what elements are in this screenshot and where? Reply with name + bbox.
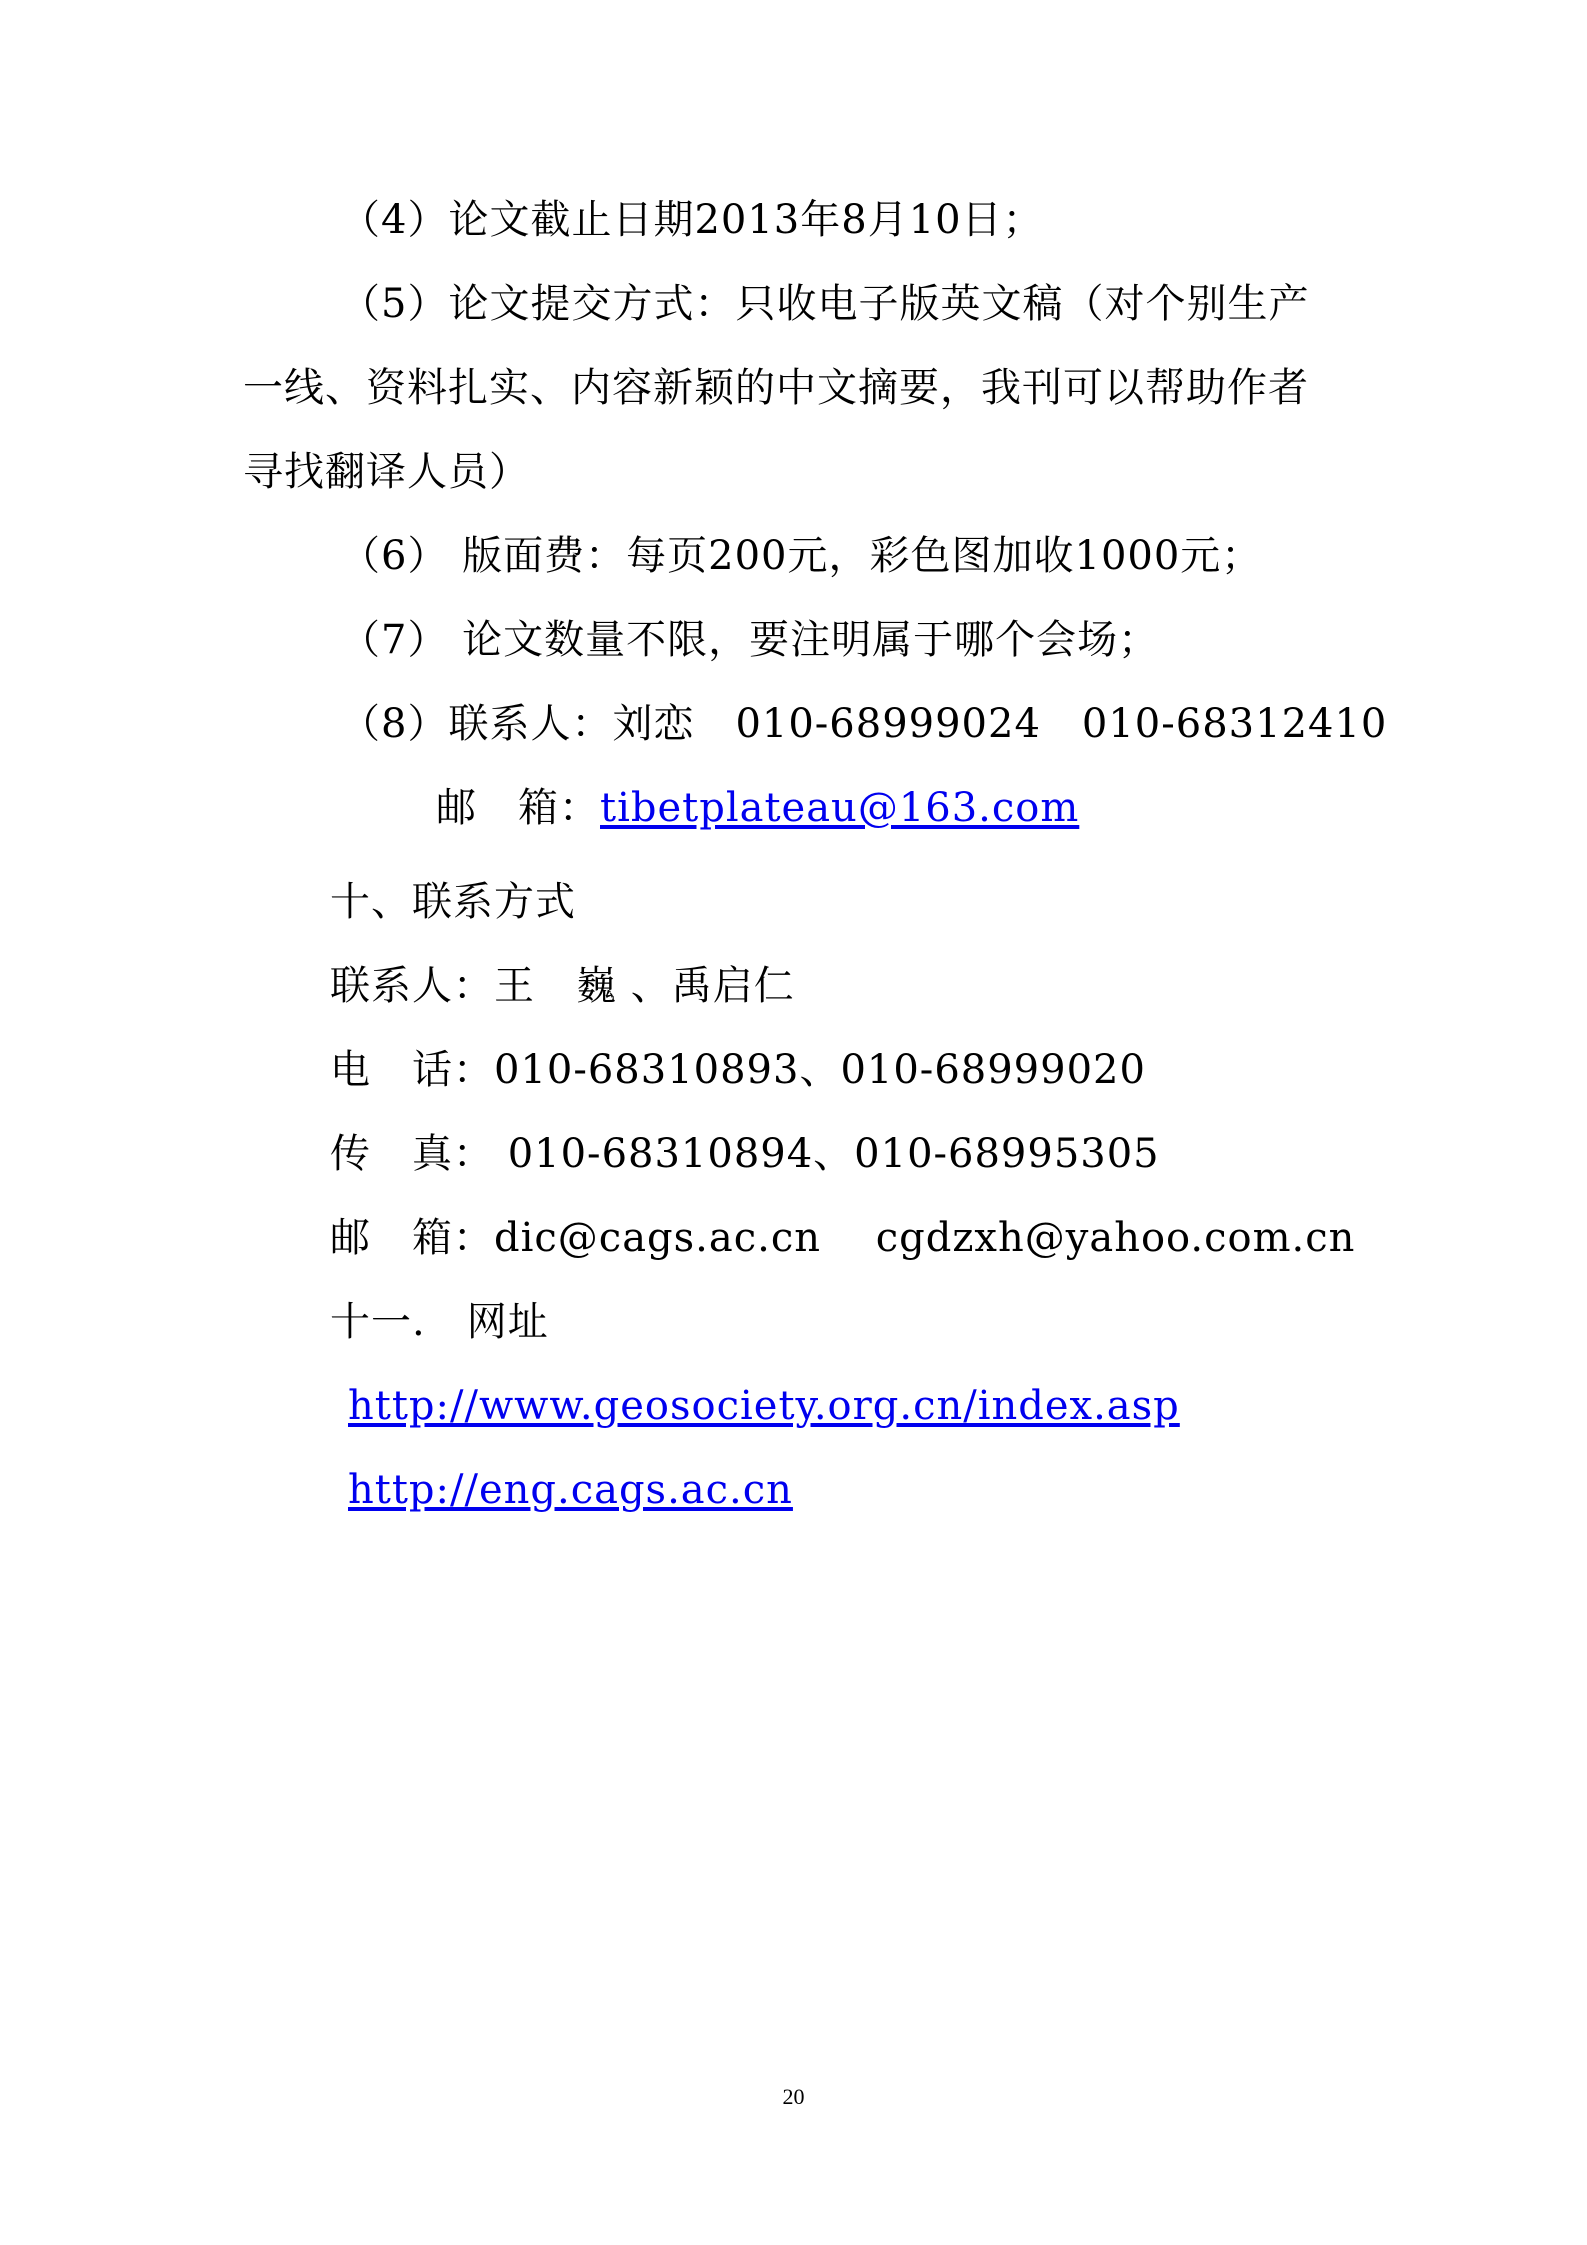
website-link-cags[interactable]: http://eng.cags.ac.cn xyxy=(348,1467,793,1513)
item-8-email-row xyxy=(436,784,1079,832)
item-6-fee: （6） 版面费：每页200元，彩色图加收1000元； xyxy=(340,533,1263,579)
item-4-deadline: （4）论文截止日期2013年8月10日； xyxy=(340,197,1044,243)
section-10-fax: 传 真： 010-68310894、010-68995305 xyxy=(330,1131,1160,1177)
item-5-line-1: （5）论文提交方式：只收电子版英文稿（对个别生产 xyxy=(340,281,1310,327)
section-10-email: 邮 箱：dic@cags.ac.cn cgdzxh@yahoo.com.cn xyxy=(330,1215,1356,1261)
item-5-line-2: 一线、资料扎实、内容新颖的中文摘要，我刊可以帮助作者 xyxy=(243,365,1309,411)
page-number: 20 xyxy=(782,2084,805,2109)
section-10-heading: 十、联系方式 xyxy=(330,879,576,925)
website-link-geosociety[interactable]: http://www.geosociety.org.cn/index.asp xyxy=(348,1383,1180,1429)
section-10-phone: 电 话：010-68310893、010-68999020 xyxy=(330,1047,1146,1093)
item-5-line-3: 寻找翻译人员） xyxy=(243,449,530,495)
item-7-quantity: （7） 论文数量不限，要注明属于哪个会场； xyxy=(340,617,1160,663)
item-8-contact: （8）联系人：刘恋 010-68999024 010-68312410 xyxy=(340,701,1388,747)
section-10-contact: 联系人：王 巍 、禹启仁 xyxy=(330,963,795,1009)
section-11-url-1 xyxy=(348,1382,1180,1430)
item-8-email-link[interactable]: tibetplateau@163.com xyxy=(600,785,1080,831)
section-11-heading: 十一. 网址 xyxy=(330,1299,549,1345)
section-11-url-2 xyxy=(348,1466,793,1514)
item-8-email-label: 邮 箱： xyxy=(436,785,600,831)
